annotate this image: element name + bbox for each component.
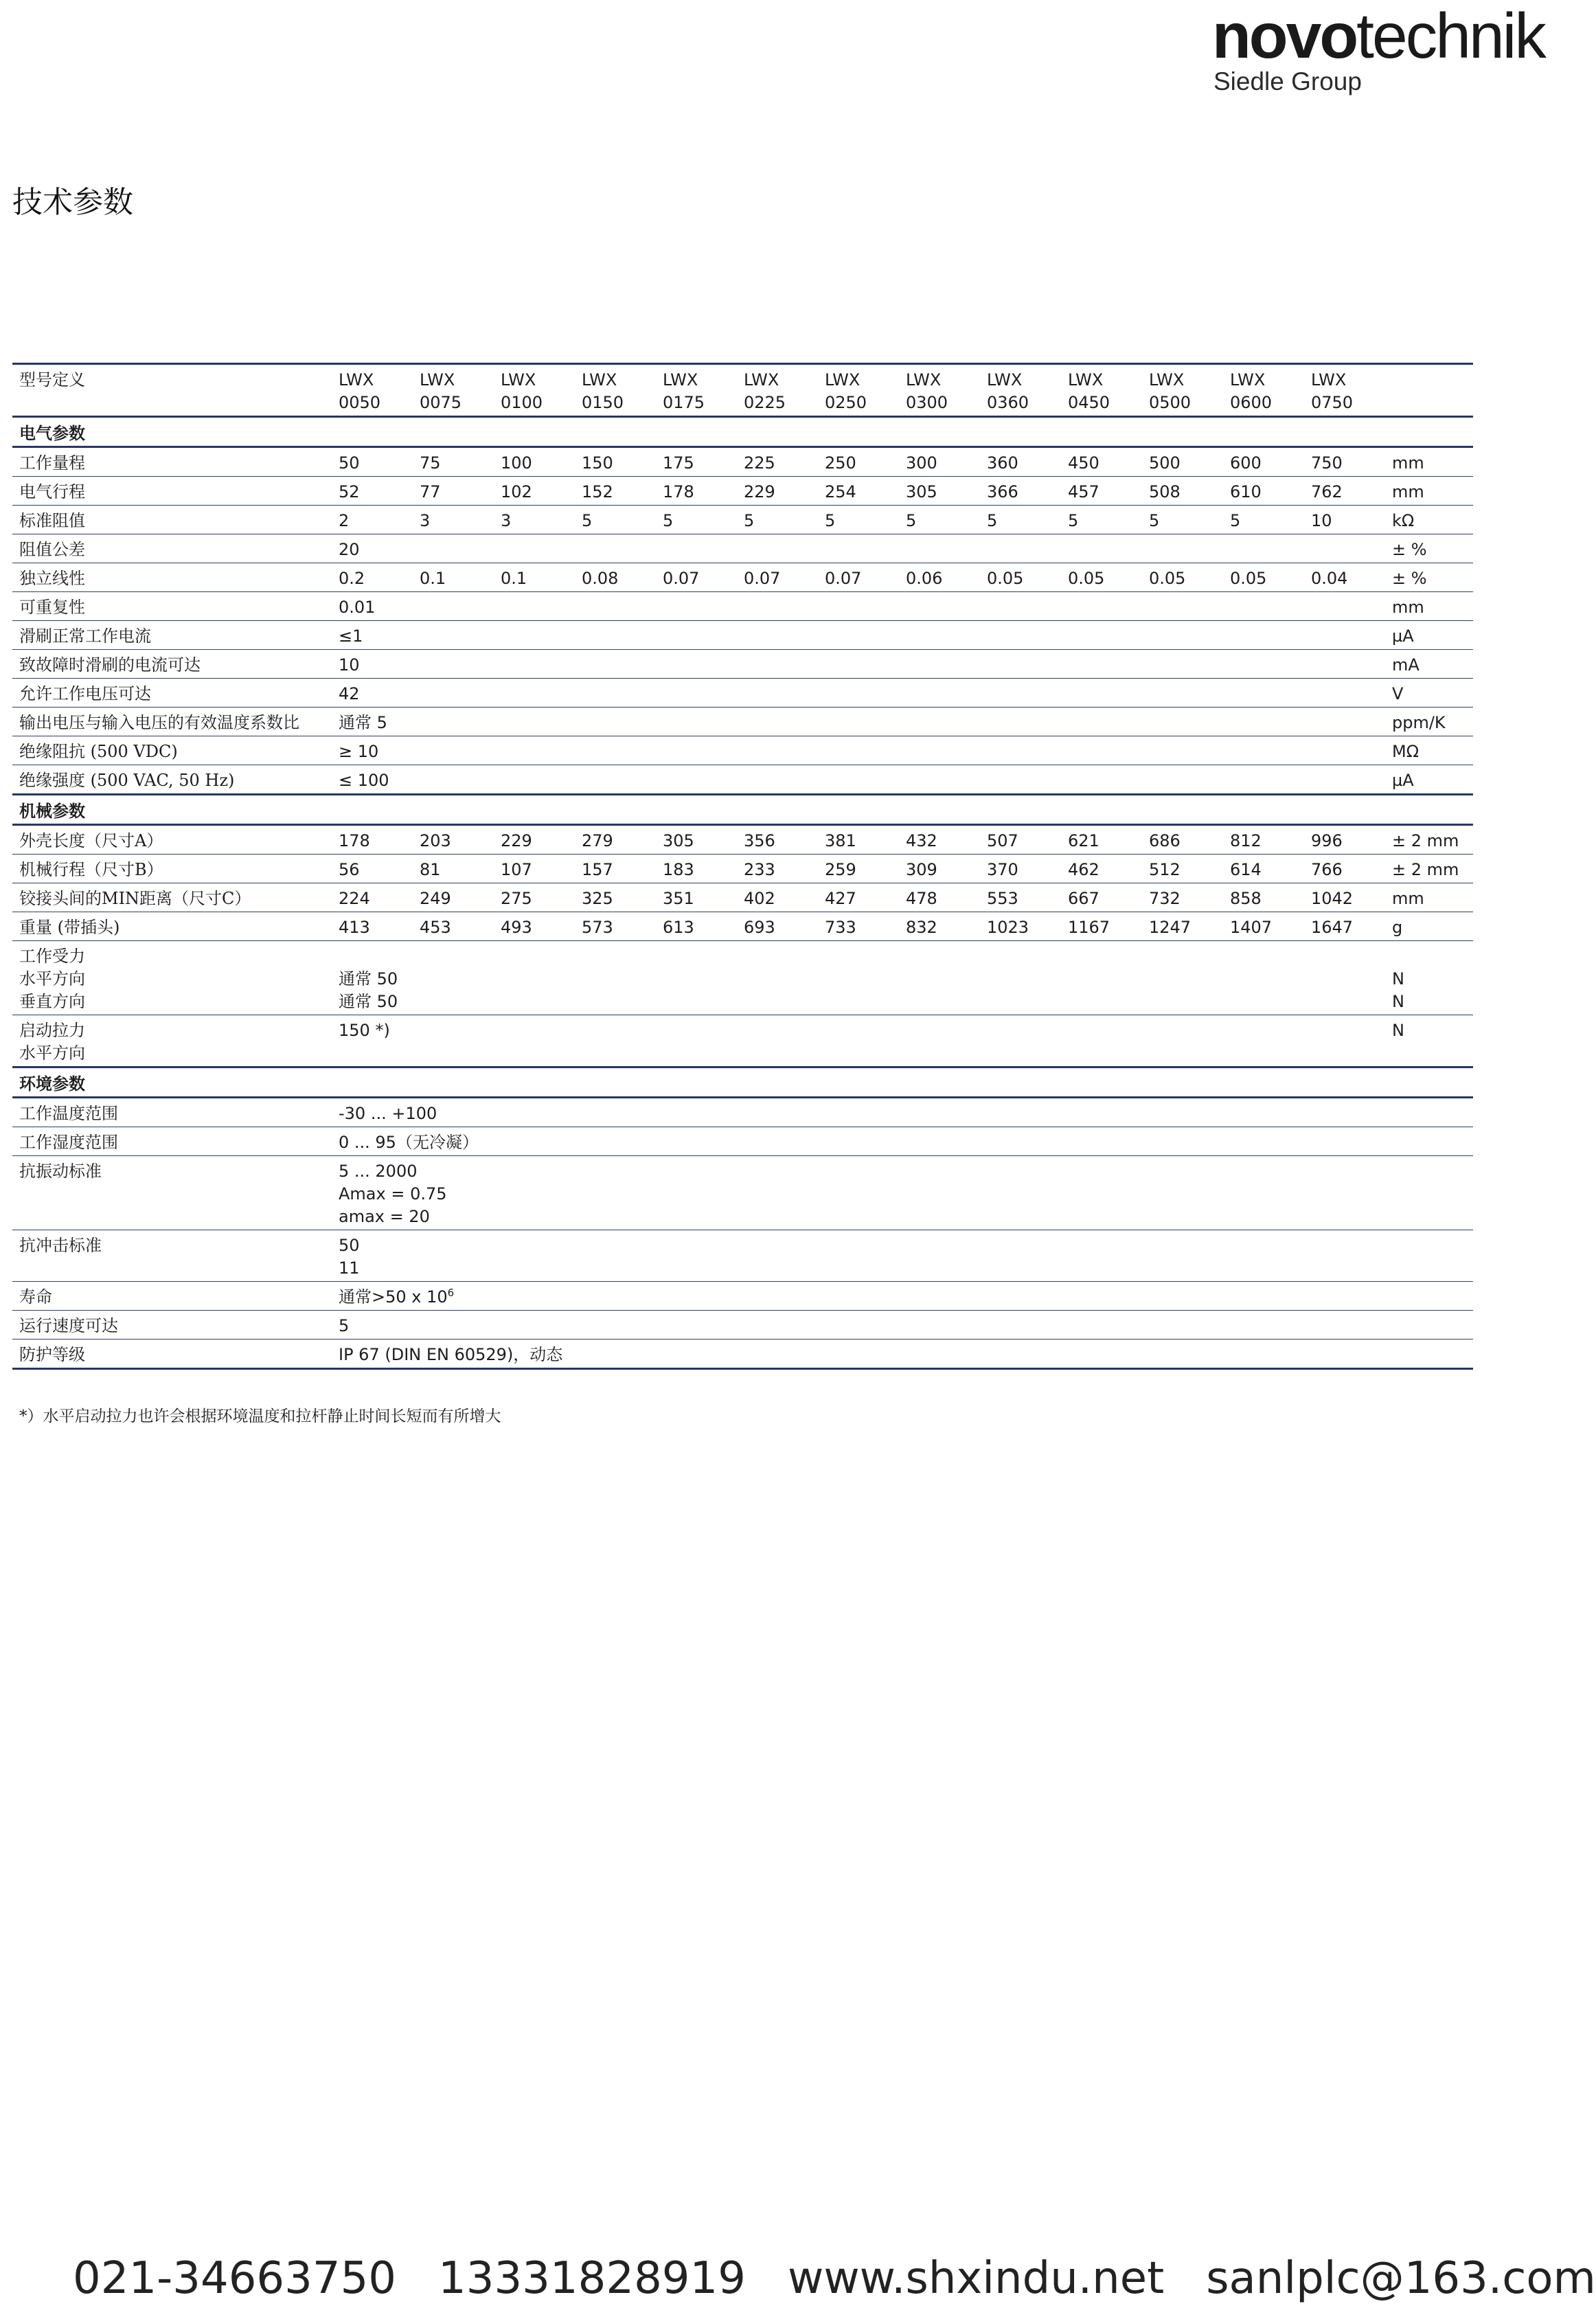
model-prefix: LWX xyxy=(1068,370,1104,389)
value-cell: 0.05 xyxy=(1149,563,1230,592)
spec-table xyxy=(12,363,1473,1370)
row-label: 绝缘强度 (500 VAC, 50 Hz) xyxy=(12,765,339,795)
section-title: 电气参数 xyxy=(12,417,1473,447)
table-header-row xyxy=(12,364,1473,417)
model-header-cell xyxy=(420,364,501,417)
unit-cell xyxy=(1392,1156,1473,1230)
value-cell: 762 xyxy=(1311,477,1392,506)
table-row xyxy=(12,941,1473,1015)
model-header-cell xyxy=(501,364,582,417)
row-label xyxy=(12,1156,339,1230)
model-prefix: LWX xyxy=(582,370,617,389)
value-cell: 10 xyxy=(1311,506,1392,534)
row-label: 工作量程 xyxy=(12,447,339,477)
value-cell: 81 xyxy=(420,855,501,883)
value-cell: 600 xyxy=(1230,447,1311,477)
value-cell: 50 xyxy=(339,447,420,477)
value-cell: 259 xyxy=(825,855,906,883)
value-cell: 5 xyxy=(825,506,906,534)
unit-line xyxy=(1392,1206,1473,1228)
value-cell: 0.07 xyxy=(744,563,825,592)
value-cell: 305 xyxy=(906,477,987,506)
unit-cell: mm xyxy=(1392,477,1473,506)
logo-bold-part: novo xyxy=(1212,0,1357,71)
value-cell xyxy=(339,1156,1392,1230)
value-cell: 75 xyxy=(420,447,501,477)
model-number: 0250 xyxy=(825,393,867,412)
value-cell: 5 xyxy=(582,506,663,534)
value-cell: 0.06 xyxy=(906,563,987,592)
value-cell: 402 xyxy=(744,883,825,912)
row-label: 绝缘阻抗 (500 VDC) xyxy=(12,736,339,765)
value-line: 通常 50 xyxy=(339,992,398,1011)
value-cell: 5 xyxy=(906,506,987,534)
unit-line xyxy=(1392,1183,1473,1206)
value-cell: 832 xyxy=(906,912,987,941)
section-title: 环境参数 xyxy=(12,1067,1473,1098)
model-prefix: LWX xyxy=(987,370,1023,389)
value-cell: 462 xyxy=(1068,855,1149,883)
row-label: 寿命 xyxy=(12,1282,339,1311)
value-cell: 413 xyxy=(339,912,420,941)
table-row xyxy=(12,1127,1473,1156)
value-cell: 621 xyxy=(1068,825,1149,855)
row-label: 重量 (带插头) xyxy=(12,912,339,941)
model-number: 0360 xyxy=(987,393,1029,412)
value-cell: 453 xyxy=(420,912,501,941)
footnote: *）水平启动拉力也许会根据环境温度和拉杆静止时间长短而有所增大 xyxy=(19,1408,501,1425)
value-cell: 573 xyxy=(582,912,663,941)
value-cell: 5 xyxy=(1149,506,1230,534)
value-cell: 457 xyxy=(1068,477,1149,506)
unit-cell: g xyxy=(1392,912,1473,941)
table-row xyxy=(12,736,1473,765)
value-cell: 300 xyxy=(906,447,987,477)
value-cell: 381 xyxy=(825,825,906,855)
label-line xyxy=(19,1206,339,1228)
phone-2: 13331828919 xyxy=(438,2253,746,2304)
row-label: 工作温度范围 xyxy=(12,1098,339,1127)
value-cell: 157 xyxy=(582,855,663,883)
life-value: 通常>50 x 10 xyxy=(339,1287,448,1307)
row-label: 工作湿度范围 xyxy=(12,1127,339,1156)
value-cell: 858 xyxy=(1230,883,1311,912)
unit-cell: V xyxy=(1392,679,1473,708)
value-cell: 0.04 xyxy=(1311,563,1392,592)
value-cell: 0.07 xyxy=(663,563,744,592)
value-cell: 507 xyxy=(987,825,1068,855)
row-label: 防护等级 xyxy=(12,1340,339,1369)
value-cell: 5 xyxy=(339,1311,1392,1340)
table-row xyxy=(12,708,1473,736)
value-cell: 553 xyxy=(987,883,1068,912)
row-label xyxy=(12,1015,339,1067)
model-header-cell xyxy=(339,364,420,417)
value-cell: 1407 xyxy=(1230,912,1311,941)
value-cell: 0.05 xyxy=(1230,563,1311,592)
model-header-cell xyxy=(663,364,744,417)
value-line: 150 *) xyxy=(339,1021,390,1040)
model-prefix: LWX xyxy=(744,370,779,389)
value-line xyxy=(339,1042,1392,1065)
value-cell: 249 xyxy=(420,883,501,912)
value-cell: 10 xyxy=(339,650,1392,679)
value-cell: 56 xyxy=(339,855,420,883)
unit-cell: ppm/K xyxy=(1392,708,1473,736)
value-cell: 229 xyxy=(744,477,825,506)
value-cell: 614 xyxy=(1230,855,1311,883)
value-cell: 500 xyxy=(1149,447,1230,477)
value-cell: -30 ... +100 xyxy=(339,1098,1392,1127)
table-row xyxy=(12,1282,1473,1311)
value-line: 50 xyxy=(339,1236,360,1255)
model-number: 0150 xyxy=(582,393,624,412)
value-cell: 107 xyxy=(501,855,582,883)
novotechnik-logo xyxy=(1212,0,1549,100)
logo-light-part: technik xyxy=(1356,0,1544,71)
value-cell: 2 xyxy=(339,506,420,534)
model-number: 0075 xyxy=(420,393,462,412)
value-cell: 275 xyxy=(501,883,582,912)
value-cell: 0 ... 95（无冷凝） xyxy=(339,1127,1392,1156)
value-cell: 0.05 xyxy=(987,563,1068,592)
value-cell xyxy=(339,941,1392,1015)
model-header-cell xyxy=(1149,364,1230,417)
value-cell: 325 xyxy=(582,883,663,912)
unit-cell: µA xyxy=(1392,765,1473,795)
value-cell: 812 xyxy=(1230,825,1311,855)
label-line: 垂直方向 xyxy=(19,992,85,1011)
model-number: 0100 xyxy=(501,393,543,412)
value-cell: 100 xyxy=(501,447,582,477)
row-label: 输出电压与输入电压的有效温度系数比 xyxy=(12,708,339,736)
model-number: 0750 xyxy=(1311,393,1354,412)
label-line: 抗振动标准 xyxy=(19,1162,102,1181)
value-cell: 233 xyxy=(744,855,825,883)
value-cell: 0.2 xyxy=(339,563,420,592)
value-cell xyxy=(339,1282,1392,1311)
value-cell: 150 xyxy=(582,447,663,477)
logo-wordmark xyxy=(1212,0,1544,71)
table-row xyxy=(12,765,1473,795)
value-cell: 1167 xyxy=(1068,912,1149,941)
label-line: 抗冲击标准 xyxy=(19,1236,102,1255)
unit-cell xyxy=(1392,1340,1473,1369)
value-cell: ≥ 10 xyxy=(339,736,1392,765)
model-header-cell xyxy=(1230,364,1311,417)
model-number: 0600 xyxy=(1230,393,1273,412)
table-row xyxy=(12,912,1473,941)
row-label: 可重复性 xyxy=(12,592,339,621)
model-number: 0450 xyxy=(1068,393,1110,412)
value-cell: 5 xyxy=(1230,506,1311,534)
unit-line xyxy=(1392,1234,1473,1257)
value-cell: 733 xyxy=(825,912,906,941)
unit-line xyxy=(1392,1160,1473,1183)
label-line: 启动拉力 xyxy=(19,1021,85,1040)
section-title: 机械参数 xyxy=(12,795,1473,825)
header-label: 型号定义 xyxy=(12,364,339,417)
model-number: 0300 xyxy=(906,393,948,412)
model-prefix: LWX xyxy=(663,370,698,389)
value-cell: 0.1 xyxy=(501,563,582,592)
unit-cell: µA xyxy=(1392,621,1473,650)
value-cell: 693 xyxy=(744,912,825,941)
model-header-cell xyxy=(582,364,663,417)
table-row xyxy=(12,825,1473,855)
unit-line xyxy=(1392,945,1473,968)
table-row xyxy=(12,679,1473,708)
row-label: 标准阻值 xyxy=(12,506,339,534)
value-cell: 175 xyxy=(663,447,744,477)
unit-cell xyxy=(1392,1127,1473,1156)
unit-cell: ± % xyxy=(1392,534,1473,563)
unit-cell: mm xyxy=(1392,883,1473,912)
label-line: 水平方向 xyxy=(19,1043,85,1063)
table-row xyxy=(12,534,1473,563)
row-label xyxy=(12,941,339,1015)
value-cell: 450 xyxy=(1068,447,1149,477)
unit-cell: MΩ xyxy=(1392,736,1473,765)
model-prefix: LWX xyxy=(1311,370,1347,389)
value-cell: 493 xyxy=(501,912,582,941)
model-number: 0175 xyxy=(663,393,705,412)
section-row xyxy=(12,795,1473,825)
model-prefix: LWX xyxy=(1230,370,1266,389)
row-label xyxy=(12,1230,339,1282)
value-cell: 0.1 xyxy=(420,563,501,592)
value-cell: 613 xyxy=(663,912,744,941)
value-cell: 478 xyxy=(906,883,987,912)
row-label: 机械行程（尺寸B） xyxy=(12,855,339,883)
unit-cell: ± % xyxy=(1392,563,1473,592)
value-cell: 512 xyxy=(1149,855,1230,883)
table-row xyxy=(12,883,1473,912)
value-cell xyxy=(339,1230,1392,1282)
row-label: 独立线性 xyxy=(12,563,339,592)
value-cell: 766 xyxy=(1311,855,1392,883)
value-cell: 203 xyxy=(420,825,501,855)
model-header-cell xyxy=(1068,364,1149,417)
value-cell: 通常 5 xyxy=(339,708,1392,736)
value-cell: 0.01 xyxy=(339,592,1392,621)
unit-line xyxy=(1392,1042,1473,1065)
value-cell: 686 xyxy=(1149,825,1230,855)
phone-1: 021-34663750 xyxy=(73,2253,396,2304)
value-cell: 370 xyxy=(987,855,1068,883)
value-cell: 152 xyxy=(582,477,663,506)
value-cell: 508 xyxy=(1149,477,1230,506)
model-prefix: LWX xyxy=(825,370,860,389)
value-cell: 5 xyxy=(744,506,825,534)
value-cell: 279 xyxy=(582,825,663,855)
table-row xyxy=(12,1015,1473,1067)
table-row xyxy=(12,1098,1473,1127)
value-cell: 667 xyxy=(1068,883,1149,912)
model-prefix: LWX xyxy=(501,370,536,389)
row-label: 外壳长度（尺寸A） xyxy=(12,825,339,855)
model-number: 0050 xyxy=(339,393,381,412)
unit-line: N xyxy=(1392,992,1404,1011)
value-cell: 3 xyxy=(420,506,501,534)
section-row xyxy=(12,1067,1473,1098)
life-exponent: 6 xyxy=(447,1287,455,1299)
value-cell: 20 xyxy=(339,534,1392,563)
model-prefix: LWX xyxy=(420,370,455,389)
model-prefix: LWX xyxy=(339,370,374,389)
unit-line: N xyxy=(1392,1021,1404,1040)
value-cell: 5 xyxy=(987,506,1068,534)
table-row xyxy=(12,592,1473,621)
model-header-cell xyxy=(825,364,906,417)
value-cell: 305 xyxy=(663,825,744,855)
value-cell: 5 xyxy=(663,506,744,534)
row-label: 运行速度可达 xyxy=(12,1311,339,1340)
unit-cell: mA xyxy=(1392,650,1473,679)
value-cell: 0.08 xyxy=(582,563,663,592)
value-cell: 178 xyxy=(339,825,420,855)
value-cell: 750 xyxy=(1311,447,1392,477)
model-header-cell xyxy=(906,364,987,417)
value-cell: 42 xyxy=(339,679,1392,708)
table-row xyxy=(12,506,1473,534)
table-row xyxy=(12,477,1473,506)
label-line: 水平方向 xyxy=(19,969,85,988)
section-row xyxy=(12,417,1473,447)
value-line: 11 xyxy=(339,1258,360,1278)
value-cell xyxy=(339,1015,1392,1067)
value-cell: 1647 xyxy=(1311,912,1392,941)
unit-cell: mm xyxy=(1392,447,1473,477)
table-row xyxy=(12,1156,1473,1230)
row-label: 致故障时滑刷的电流可达 xyxy=(12,650,339,679)
unit-cell xyxy=(1392,1311,1473,1340)
value-cell: 254 xyxy=(825,477,906,506)
row-label: 允许工作电压可达 xyxy=(12,679,339,708)
table-row xyxy=(12,1230,1473,1282)
value-cell: 5 xyxy=(1068,506,1149,534)
label-line xyxy=(19,1257,339,1280)
row-label: 滑刷正常工作电流 xyxy=(12,621,339,650)
value-cell: 0.07 xyxy=(825,563,906,592)
model-number: 0225 xyxy=(744,393,786,412)
table-row xyxy=(12,650,1473,679)
value-cell: 250 xyxy=(825,447,906,477)
value-cell: ≤ 100 xyxy=(339,765,1392,795)
unit-cell xyxy=(1392,1098,1473,1127)
value-cell: 996 xyxy=(1311,825,1392,855)
value-cell: 3 xyxy=(501,506,582,534)
value-cell: 1247 xyxy=(1149,912,1230,941)
value-cell: 183 xyxy=(663,855,744,883)
value-line xyxy=(339,945,1392,968)
table-row xyxy=(12,447,1473,477)
unit-cell: ± 2 mm xyxy=(1392,855,1473,883)
value-cell: ≤1 xyxy=(339,621,1392,650)
logo-subtitle: Siedle Group xyxy=(1213,67,1362,95)
table-row xyxy=(12,563,1473,592)
table-row xyxy=(12,1340,1473,1369)
label-line xyxy=(19,1183,339,1206)
page-title: 技术参数 xyxy=(12,185,133,220)
value-cell: 732 xyxy=(1149,883,1230,912)
value-cell: 77 xyxy=(420,477,501,506)
value-cell: 1042 xyxy=(1311,883,1392,912)
unit-cell: ± 2 mm xyxy=(1392,825,1473,855)
spec-table-body xyxy=(12,364,1473,1369)
label-line: 工作受力 xyxy=(19,947,85,966)
value-cell: 610 xyxy=(1230,477,1311,506)
table-row xyxy=(12,1311,1473,1340)
value-line: 5 ... 2000 xyxy=(339,1162,418,1181)
value-cell: 309 xyxy=(906,855,987,883)
value-cell: 427 xyxy=(825,883,906,912)
model-header-cell xyxy=(744,364,825,417)
unit-cell: kΩ xyxy=(1392,506,1473,534)
value-cell: 432 xyxy=(906,825,987,855)
value-cell: 366 xyxy=(987,477,1068,506)
value-cell: 351 xyxy=(663,883,744,912)
model-prefix: LWX xyxy=(906,370,942,389)
model-number: 0500 xyxy=(1149,393,1192,412)
value-cell: 102 xyxy=(501,477,582,506)
value-line: amax = 20 xyxy=(339,1207,430,1226)
email: sanlplc@163.com xyxy=(1206,2253,1596,2304)
unit-cell xyxy=(1392,1015,1473,1067)
unit-line: N xyxy=(1392,969,1404,988)
table-row xyxy=(12,855,1473,883)
value-cell: 0.05 xyxy=(1068,563,1149,592)
value-cell: IP 67 (DIN EN 60529)，动态 xyxy=(339,1340,1392,1369)
unit-cell xyxy=(1392,1230,1473,1282)
value-cell: 224 xyxy=(339,883,420,912)
value-cell: 178 xyxy=(663,477,744,506)
website: www.shxindu.net xyxy=(787,2253,1165,2304)
unit-line xyxy=(1392,1257,1473,1280)
value-line: Amax = 0.75 xyxy=(339,1184,447,1203)
value-cell: 229 xyxy=(501,825,582,855)
value-line: 通常 50 xyxy=(339,969,398,988)
value-cell: 356 xyxy=(744,825,825,855)
unit-cell xyxy=(1392,941,1473,1015)
value-cell: 225 xyxy=(744,447,825,477)
unit-cell xyxy=(1392,1282,1473,1311)
model-header-cell xyxy=(1311,364,1392,417)
row-label: 阻值公差 xyxy=(12,534,339,563)
value-cell: 360 xyxy=(987,447,1068,477)
value-cell: 1023 xyxy=(987,912,1068,941)
unit-header-cell xyxy=(1392,364,1473,417)
value-cell: 52 xyxy=(339,477,420,506)
contact-line xyxy=(73,2253,1596,2304)
model-header-cell xyxy=(987,364,1068,417)
table-row xyxy=(12,621,1473,650)
model-prefix: LWX xyxy=(1149,370,1185,389)
row-label: 铰接头间的MIN距离（尺寸C） xyxy=(12,883,339,912)
unit-cell: mm xyxy=(1392,592,1473,621)
row-label: 电气行程 xyxy=(12,477,339,506)
